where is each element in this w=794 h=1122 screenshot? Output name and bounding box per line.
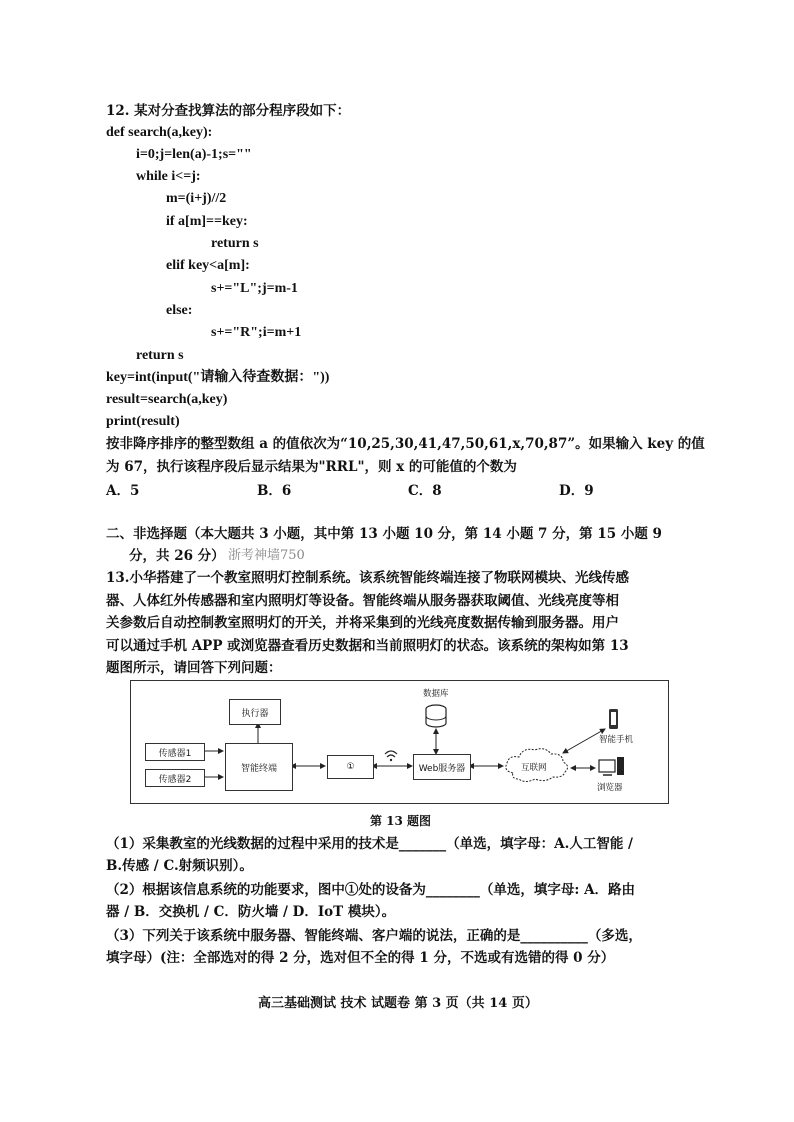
wifi-icon xyxy=(385,751,397,761)
q13-paragraph: 器、人体红外传感器和室内照明灯等设备。智能终端从服务器获取阈值、光线亮度等相 xyxy=(106,593,619,609)
option-a: A．5 xyxy=(106,483,140,499)
smartphone-icon xyxy=(609,709,618,729)
browser-label: 浏览器 xyxy=(597,783,623,793)
unknown-device-box: ① xyxy=(327,755,374,779)
figure-caption: 第 13 题图 xyxy=(370,814,432,828)
code-line: s+="L";j=m-1 xyxy=(211,281,298,296)
sub-question-1: B.传感 / C.射频识别）。 xyxy=(106,858,253,874)
internet-label: 互联网 xyxy=(521,763,547,773)
sub-question-2: （2）根据该信息系统的功能要求，图中①处的设备为________（单选，填字母: A．路由 xyxy=(106,882,636,898)
page-footer: 高三基础测试 技术 试题卷 第 3 页（共 14 页） xyxy=(258,996,538,1011)
smart-terminal-box: 智能终端 xyxy=(225,743,293,791)
code-line: else: xyxy=(166,303,193,318)
system-architecture-diagram xyxy=(130,680,669,804)
computer-icon xyxy=(599,757,624,775)
code-line: def search(a,key): xyxy=(106,125,213,140)
sensor1-box: 传感器1 xyxy=(145,743,205,761)
q12-title: 12. 某对分查找算法的部分程序段如下： xyxy=(106,103,351,119)
section-heading: 二、非选择题（本大题共 3 小题，其中第 13 小题 10 分，第 14 小题 7 分，第 15 小题 9 xyxy=(106,526,662,542)
code-line: return s xyxy=(136,348,184,363)
database-label: 数据库 xyxy=(423,689,449,699)
option-b: B．6 xyxy=(257,483,292,499)
q13-paragraph: 关参数后自动控制教室照明灯的开关，并将采集到的光线亮度数据传输到服务器。用户 xyxy=(106,615,619,631)
diagram-connectors xyxy=(131,681,670,805)
sub-question-1: （1）采集教室的光线数据的过程中采用的技术是_______（单选，填字母：A.人工智能 / xyxy=(106,836,633,852)
smartphone-label: 智能手机 xyxy=(599,735,634,745)
web-server-box: Web服务器 xyxy=(413,754,471,780)
code-line: i=0;j=len(a)-1;s="" xyxy=(136,147,252,162)
code-line: if a[m]==key: xyxy=(166,214,248,229)
option-d: D．9 xyxy=(559,483,594,499)
database-icon xyxy=(426,705,446,727)
code-line: m=(i+j)//2 xyxy=(166,191,227,206)
sensor2-box: 传感器2 xyxy=(145,769,205,787)
code-line: return s xyxy=(211,236,259,251)
code-line: s+="R";i=m+1 xyxy=(211,325,302,340)
executor-box: 执行器 xyxy=(229,699,281,725)
code-line: key=int(input("请输入待查数据：")) xyxy=(106,370,330,385)
q13-paragraph: 题图所示，请回答下列问题： xyxy=(106,660,282,676)
code-line: elif key<a[m]: xyxy=(166,258,250,273)
sub-question-3: （3）下列关于该系统中服务器、智能终端、客户端的说法，正确的是__________（多选， xyxy=(106,928,642,944)
sub-question-2: 器 / B．交换机 / C．防火墙 / D．IoT 模块）。 xyxy=(106,904,396,920)
watermark: 浙考神墙750 xyxy=(228,548,305,563)
q13-paragraph: 可以通过手机 APP 或浏览器查看历史数据和当前照明灯的状态。该系统的架构如第 13 xyxy=(106,638,629,654)
q12-description: 为 67，执行该程序段后显示结果为"RRL"，则 x 的可能值的个数为 xyxy=(106,459,517,475)
q13-paragraph: 13.小华搭建了一个教室照明灯控制系统。该系统智能终端连接了物联网模块、光线传感 xyxy=(106,570,629,586)
code-line: result=search(a,key) xyxy=(106,392,228,407)
sub-question-3: 填字母）(注：全部选对的得 2 分，选对但不全的得 1 分，不选或有选错的得 0 分） xyxy=(106,950,615,966)
q12-description: 按非降序排序的整型数组 a 的值依次为“10,25,30,41,47,50,61,x,70,87”。如果输入 key 的值 xyxy=(106,436,705,452)
code-line: print(result) xyxy=(106,414,180,429)
option-c: C．8 xyxy=(408,483,442,499)
section-heading: 分，共 26 分） xyxy=(129,548,225,564)
code-line: while i<=j: xyxy=(136,169,201,184)
